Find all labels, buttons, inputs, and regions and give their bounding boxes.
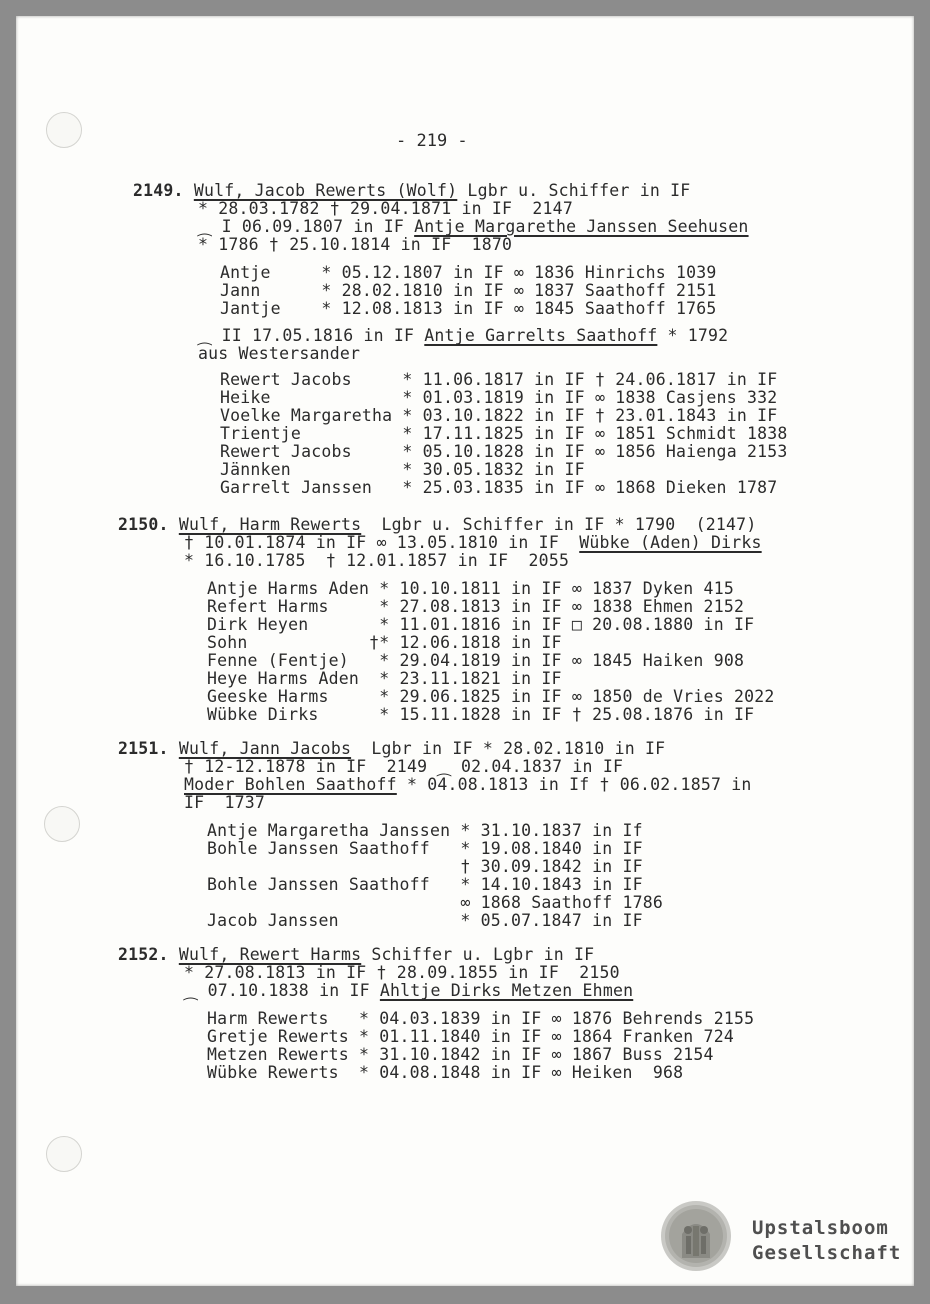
person-name: Wulf, Jann Jacobs — [178, 739, 352, 758]
entry-gap — [169, 739, 179, 758]
seal-icon — [660, 1200, 732, 1272]
child-entry: Bohle Janssen Saathoff * 14.10.1843 in IF — [207, 875, 643, 894]
entry-2151-line-3 — [184, 794, 265, 812]
person-name: Wulf, Rewert Harms — [178, 945, 362, 964]
entry-number: 2151. — [118, 739, 169, 758]
punch-hole-top — [46, 112, 82, 148]
child-entry: Trientje * 17.11.1825 in IF ∞ 1851 Schmidt 1838 — [220, 424, 788, 443]
spouse-name: Antje Garrelts Saathoff — [424, 326, 658, 345]
child-row — [220, 425, 788, 443]
child-row — [220, 461, 585, 479]
second-marriage-line-0 — [198, 327, 728, 345]
child-entry: Bohle Janssen Saathoff * 19.08.1840 in IF — [207, 839, 643, 858]
occupation: Lgbr u. Schiffer in IF — [457, 181, 691, 200]
entry-2149-line-2 — [198, 218, 749, 236]
child-row — [207, 840, 643, 858]
life-data: † 12-12.1878 in IF 2149 ⁔ 02.04.1837 in IF — [184, 757, 624, 776]
entry-2151-line-0 — [118, 740, 665, 758]
child-row — [207, 1028, 734, 1046]
child-entry: Antje Harms Aden * 10.10.1811 in IF ∞ 1837 Dyken 415 — [207, 579, 734, 598]
child-row — [207, 688, 775, 706]
child-entry: Fenne (Fentje) * 29.04.1819 in IF ∞ 1845 Haiken 908 — [207, 651, 745, 670]
entry-2150-line-2 — [184, 552, 569, 570]
child-entry: Garrelt Janssen * 25.03.1835 in IF ∞ 1868 Dieken 1787 — [220, 478, 778, 497]
life-data: * 27.08.1813 in IF † 28.09.1855 in IF 2150 — [184, 963, 620, 982]
occupation: Lgbr u. Schiffer in IF * 1790 (2147) — [361, 515, 757, 534]
life-data: IF 1737 — [184, 793, 266, 812]
child-entry: Jantje * 12.08.1813 in IF ∞ 1845 Saathoff 1765 — [220, 299, 717, 318]
child-entry: Antje Margaretha Janssen * 31.10.1837 in If — [207, 821, 643, 840]
child-entry: Geeske Harms * 29.06.1825 in IF ∞ 1850 de Vries 2022 — [207, 687, 775, 706]
entry-2150-line-1 — [184, 534, 762, 552]
child-row — [220, 389, 777, 407]
child-entry: Wübke Rewerts * 04.08.1848 in IF ∞ Heiken 968 — [207, 1063, 684, 1082]
child-entry: Sohn †* 12.06.1818 in IF — [207, 633, 562, 652]
child-row — [207, 1064, 683, 1082]
child-entry: Jacob Janssen * 05.07.1847 in IF — [207, 911, 643, 930]
entry-2152-line-0 — [118, 946, 594, 964]
origin: aus Westersander — [198, 344, 361, 363]
child-row — [207, 634, 562, 652]
child-entry: Metzen Rewerts * 31.10.1842 in IF ∞ 1867 Buss 2154 — [207, 1045, 714, 1064]
child-row — [207, 1010, 754, 1028]
child-row — [220, 443, 788, 461]
entry-2151-line-2 — [184, 776, 752, 794]
child-row — [207, 1046, 714, 1064]
entry-2152-line-2 — [184, 982, 633, 1000]
child-row — [220, 300, 717, 318]
logo-line-1: Upstalsboom — [752, 1217, 889, 1239]
child-entry: Dirk Heyen * 11.01.1816 in IF □ 20.08.1880 in IF — [207, 615, 755, 634]
child-row — [207, 706, 754, 724]
child-row — [207, 616, 754, 634]
occupation: Lgbr in IF * 28.02.1810 in IF — [351, 739, 666, 758]
entry-number: 2149. — [133, 181, 184, 200]
second-marriage-line-1 — [198, 345, 360, 363]
child-row — [220, 282, 717, 300]
person-name: Wulf, Harm Rewerts — [178, 515, 362, 534]
entry-2149-line-0 — [133, 182, 690, 200]
child-row — [220, 264, 717, 282]
child-entry: † 30.09.1842 in IF — [207, 857, 643, 876]
marriage-info: ⁔ 07.10.1838 in IF — [184, 981, 380, 1000]
child-row — [207, 580, 734, 598]
marriage-info: ⁔ II 17.05.1816 in IF — [198, 326, 425, 345]
child-entry: Voelke Margaretha * 03.10.1822 in IF † 23.01.1843 in IF — [220, 406, 778, 425]
punch-hole-bottom — [46, 1136, 82, 1172]
punch-hole-middle — [44, 806, 80, 842]
child-entry: Antje * 05.12.1807 in IF ∞ 1836 Hinrichs 1039 — [220, 263, 717, 282]
child-row — [207, 652, 744, 670]
child-row — [207, 858, 643, 876]
child-entry: Wübke Dirks * 15.11.1828 in IF † 25.08.1876 in IF — [207, 705, 755, 724]
entry-2151-line-1 — [184, 758, 623, 776]
child-entry: Jann * 28.02.1810 in IF ∞ 1837 Saathoff 2151 — [220, 281, 717, 300]
life-data: * 1786 † 25.10.1814 in IF 1870 — [198, 235, 513, 254]
spouse-name: Moder Bohlen Saathoff — [184, 775, 397, 794]
occupation: Schiffer u. Lgbr in IF — [361, 945, 595, 964]
entry-2152-line-1 — [184, 964, 620, 982]
entry-gap — [169, 945, 179, 964]
child-row — [207, 822, 643, 840]
marriage-info: † 10.01.1874 in IF ∞ 13.05.1810 in IF — [184, 533, 580, 552]
entry-2150-line-0 — [118, 516, 756, 534]
child-row — [220, 479, 777, 497]
spouse-name: Ahltje Dirks Metzen Ehmen — [379, 981, 634, 1000]
child-entry: Harm Rewerts * 04.03.1839 in IF ∞ 1876 Behrends 2155 — [207, 1009, 755, 1028]
child-row — [207, 876, 643, 894]
life-data: * 28.03.1782 † 29.04.1871 in IF 2147 — [198, 199, 573, 218]
child-entry: Jännken * 30.05.1832 in IF — [220, 460, 585, 479]
child-entry: Gretje Rewerts * 01.11.1840 in IF ∞ 1864 Franken 724 — [207, 1027, 734, 1046]
child-entry: Rewert Jacobs * 05.10.1828 in IF ∞ 1856 Haienga 2153 — [220, 442, 788, 461]
spouse-info: * 04.08.1813 in If † 06.02.1857 in — [396, 775, 752, 794]
child-entry: Refert Harms * 27.08.1813 in IF ∞ 1838 Ehmen 2152 — [207, 597, 745, 616]
child-entry: Rewert Jacobs * 11.06.1817 in IF † 24.06.1817 in IF — [220, 370, 778, 389]
life-data: * 16.10.1785 † 12.01.1857 in IF 2055 — [184, 551, 570, 570]
entry-gap — [169, 515, 179, 534]
child-row — [207, 598, 744, 616]
child-entry: Heye Harms Aden * 23.11.1821 in IF — [207, 669, 562, 688]
entry-number: 2150. — [118, 515, 169, 534]
marriage-info: ⁔ I 06.09.1807 in IF — [198, 217, 415, 236]
child-row — [207, 912, 643, 930]
spouse-name: Antje Margarethe Janssen Seehusen — [414, 217, 749, 236]
child-row — [220, 407, 777, 425]
person-name: Wulf, Jacob Rewerts (Wolf) — [193, 181, 458, 200]
child-entry: Heike * 01.03.1819 in IF ∞ 1838 Casjens 332 — [220, 388, 778, 407]
spouse-info: * 1792 — [657, 326, 729, 345]
logo-line-2: Gesellschaft — [752, 1242, 902, 1264]
child-row — [220, 371, 777, 389]
entry-2149-line-1 — [198, 200, 573, 218]
entry-gap — [184, 181, 194, 200]
child-entry: ∞ 1868 Saathoff 1786 — [207, 893, 664, 912]
spouse-name: Wübke (Aden) Dirks — [579, 533, 762, 552]
child-row — [207, 894, 663, 912]
entry-number: 2152. — [118, 945, 169, 964]
child-row — [207, 670, 562, 688]
entry-2149-line-3 — [198, 236, 512, 254]
page-number: - 219 - — [396, 131, 468, 151]
